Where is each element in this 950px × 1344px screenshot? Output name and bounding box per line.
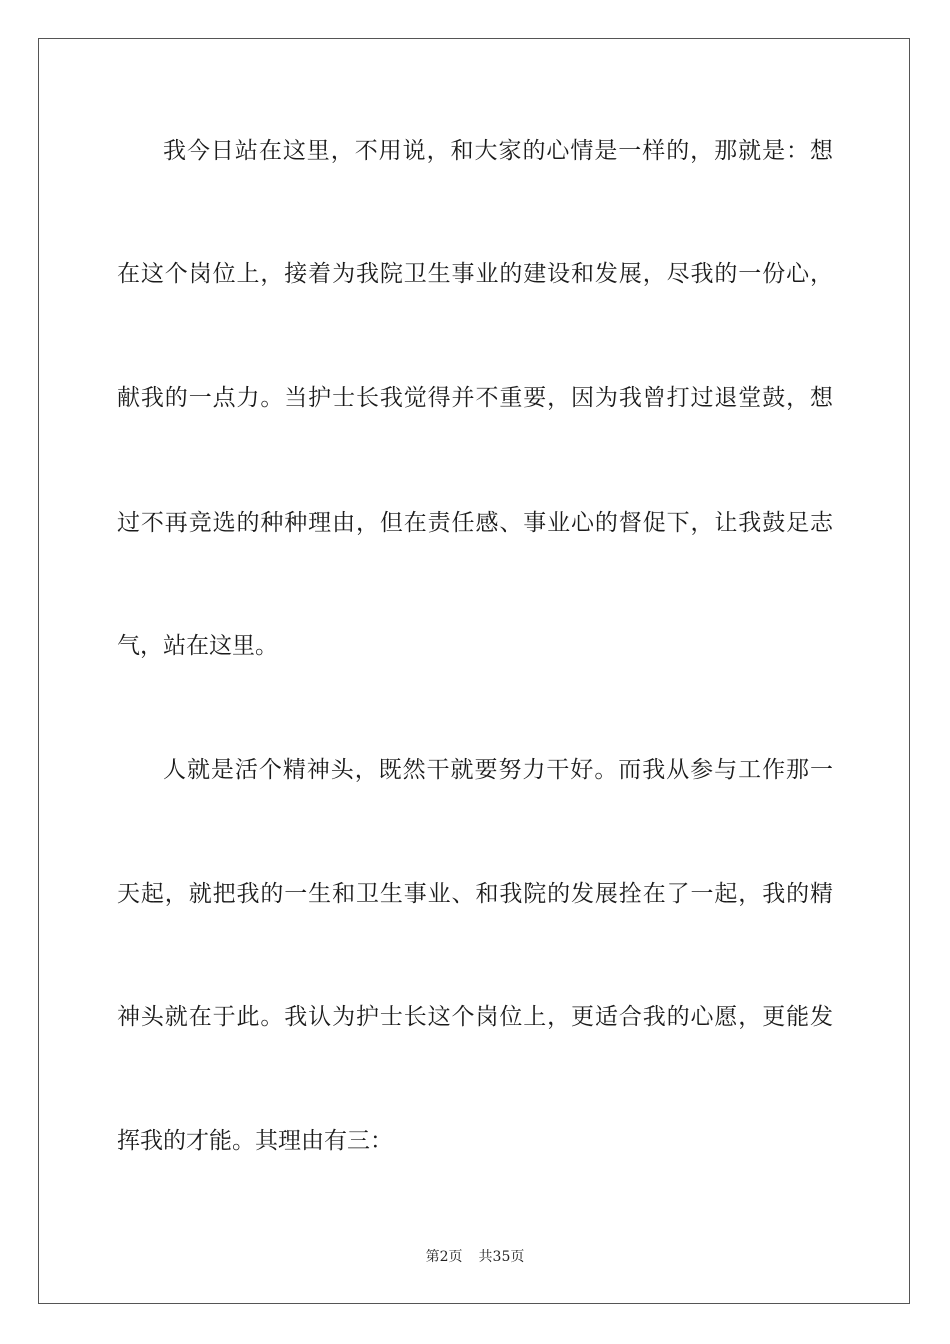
paragraph-1-line-2: 在这个岗位上，接着为我院卫生事业的建设和发展，尽我的一份心， — [117, 261, 833, 287]
page-frame — [38, 38, 910, 1304]
paragraph-2-line-2: 天起，就把我的一生和卫生事业、和我院的发展拴在了一起，我的精 — [117, 881, 833, 907]
paragraph-2-line-4: 挥我的才能。其理由有三： — [117, 1128, 393, 1154]
paragraph-2-line-3: 神头就在于此。我认为护士长这个岗位上，更适合我的心愿，更能发 — [117, 1004, 833, 1030]
paragraph-2-line-1: 人就是活个精神头，既然干就要努力干好。而我从参与工作那一 — [163, 757, 833, 783]
paragraph-1-line-5: 气，站在这里。 — [117, 633, 278, 659]
paragraph-1-line-4: 过不再竞选的种种理由，但在责任感、事业心的督促下，让我鼓足志 — [117, 510, 833, 536]
paragraph-1-line-3: 献我的一点力。当护士长我觉得并不重要，因为我曾打过退堂鼓，想 — [117, 385, 833, 411]
page-number: 第2页 — [425, 1249, 463, 1265]
paragraph-1-line-1: 我今日站在这里，不用说，和大家的心情是一样的，那就是：想 — [163, 138, 833, 164]
page-total: 共35页 — [478, 1249, 525, 1265]
page-footer — [0, 1247, 950, 1267]
